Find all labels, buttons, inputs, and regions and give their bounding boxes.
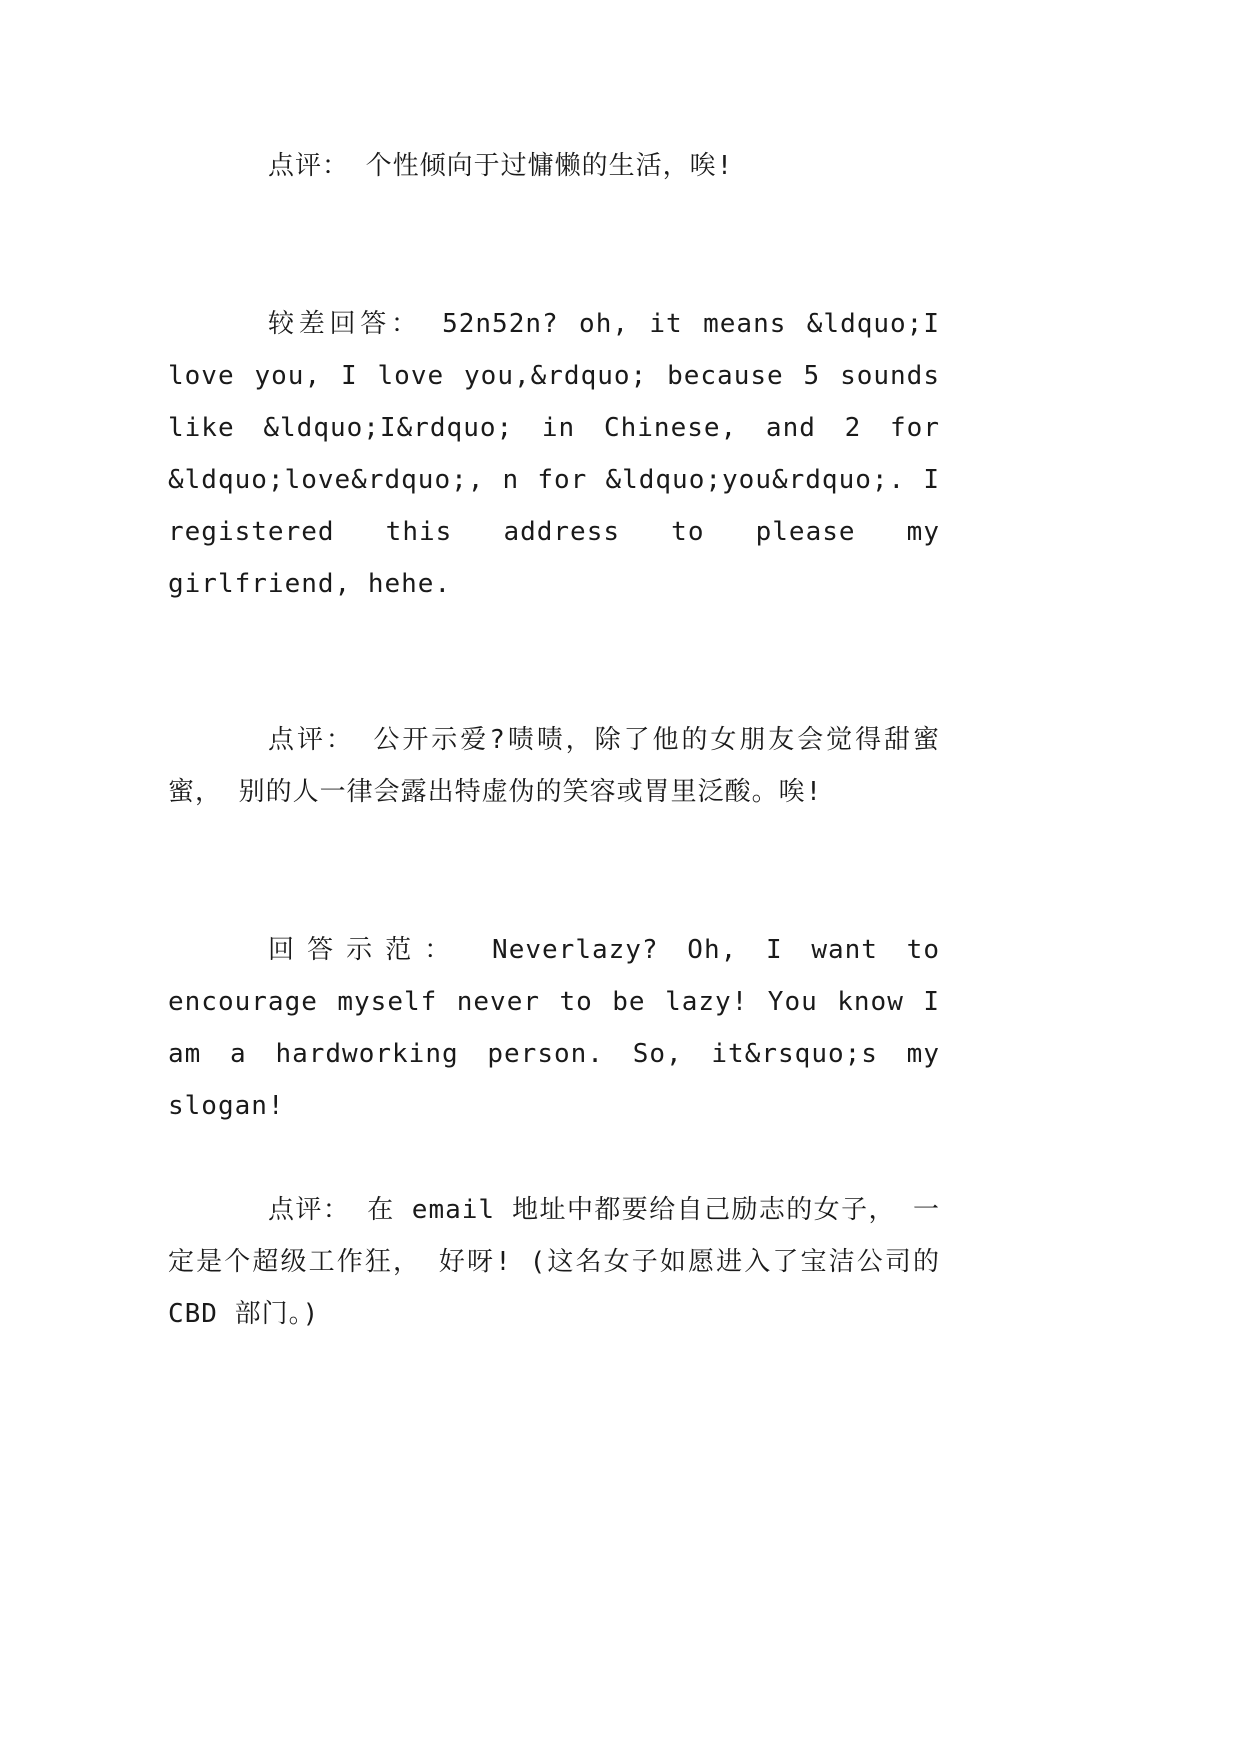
model-answer-paragraph: 回答示范： Neverlazy? Oh, I want to encourage myself never to be lazy! You know I am a hardworking person. So, it&rsquo;s my slogan! — [168, 935, 940, 1121]
comment-paragraph-1: 点评： 个性倾向于过慵懒的生活，唉! — [268, 151, 734, 181]
comment-paragraph-2: 点评： 公开示爱?啧啧，除了他的女朋友会觉得甜蜜蜜， 别的人一律会露出特虚伪的笑容或胃里泛酸。唉! — [168, 725, 940, 807]
comment-paragraph-3: 点评： 在 email 地址中都要给自己励志的女子， 一定是个超级工作狂， 好呀! (这名女子如愿进入了宝洁公司的 CBD 部门。) — [168, 1195, 940, 1329]
poor-answer-paragraph: 较差回答： 52n52n? oh, it means &ldquo;I love you, I love you,&rdquo; because 5 sounds like &ldquo;I&rdquo; in Chinese, and 2 for &ldquo;love&rdquo;, n for &ldquo;you&rdquo;. I registered this address to please my girlfriend, hehe. — [168, 309, 940, 599]
